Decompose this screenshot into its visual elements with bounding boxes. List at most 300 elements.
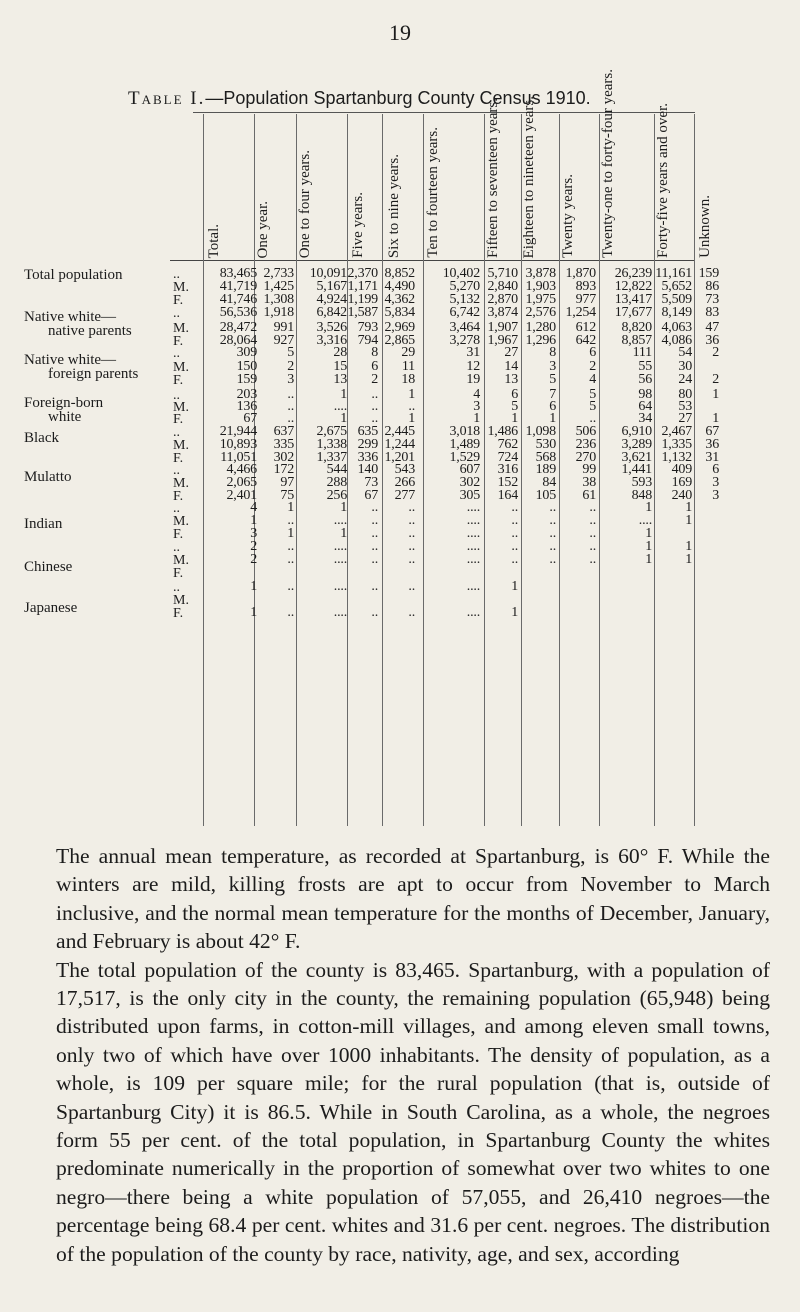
table-cell: 3 [712, 488, 719, 503]
page-number: 19 [389, 20, 411, 45]
table-label: Table I. [128, 88, 206, 109]
table-cell: .... [466, 513, 480, 528]
table-cell: 7 [549, 387, 556, 402]
table-cell: 21,944 [219, 424, 257, 439]
table-cell: .. [408, 605, 415, 620]
table-cell: 3,289 [621, 437, 652, 452]
table-cell: .. [549, 513, 556, 528]
sex-label: F. [173, 293, 184, 308]
table-cell: 2,065 [226, 475, 257, 490]
table-cell: 5 [589, 387, 596, 402]
table-cell: 6,910 [621, 424, 652, 439]
table-cell: 140 [357, 462, 378, 477]
paragraph-climate: The annual mean temperature, as recorded at Spartanburg, is 60° F. While the winters are mild, killing frosts are apt to occur from November to March inclusive, and the normal mean temperature for the months of December, January, and February is about 42° F. [56, 844, 770, 954]
sex-label: F. [173, 373, 184, 388]
table-cell: .. [371, 399, 378, 414]
table-cell: 1 [511, 579, 518, 594]
table-cell: 1,296 [525, 333, 556, 348]
row-group-label: Native white— [24, 352, 117, 368]
table-top-rule [193, 112, 695, 113]
table-cell: 612 [575, 320, 596, 335]
sex-label: .. [173, 425, 180, 440]
table-cell: 1,308 [263, 292, 294, 307]
table-cell: 2,401 [226, 488, 257, 503]
column-header: Six to nine years. [386, 153, 402, 258]
table-cell: 6 [371, 359, 378, 374]
table-cell: 203 [236, 387, 257, 402]
sex-label: .. [173, 306, 180, 321]
table-cell: 8,820 [621, 320, 652, 335]
sex-label: F. [173, 451, 184, 466]
table-cell: .. [371, 387, 378, 402]
table-cell: .. [589, 539, 596, 554]
table-cell: 67 [364, 488, 378, 503]
table-cell: 2 [287, 359, 294, 374]
sex-label: .. [173, 267, 180, 282]
table-cell: 2,969 [384, 320, 415, 335]
table-cell: 54 [678, 345, 692, 360]
sex-label: .. [173, 346, 180, 361]
row-group-label: Indian [24, 516, 63, 532]
table-cell: .. [549, 552, 556, 567]
table-cell: .. [287, 605, 294, 620]
column-header: One year. [255, 200, 271, 258]
table-cell: 2 [589, 359, 596, 374]
table-cell: 4,924 [316, 292, 347, 307]
table-cell: .. [589, 411, 596, 426]
table-cell: 1 [645, 526, 652, 541]
table-cell: 927 [273, 333, 294, 348]
table-cell: 762 [497, 437, 518, 452]
table-cell: 13 [333, 372, 347, 387]
table-cell: 86 [705, 279, 719, 294]
row-group-label: Foreign-born [24, 395, 104, 411]
column-header: Ten to fourteen years. [425, 127, 441, 258]
table-cell: 6 [511, 387, 518, 402]
table-row [0, 540, 800, 554]
table-cell: 3 [473, 399, 480, 414]
table-cell: .. [287, 513, 294, 528]
paragraph-population: The total population of the county is 83,465. Spartanburg, with a population of 17,517, is the only city in the county, the remaining population (65,948) being distributed upon farms, in cotton-mill villages, and among eleven small towns, only two of which have over 1000 inhabitants. The density of population, as a whole, is 109 per square mile; for the rural population (that is, outside of Spartanburg City) it is 86.5. While in South Carolina, as a whole, the negroes form 55 per cent. of the total population, in Spartanburg County the whites predominate numerically in the proportion of somewhat over two whites to one negro—there being a white population of 57,055, and 26,410 negroes—the percentage being 68.4 per cent. whites and 31.6 per cent. negroes. The distribution of the population of the county by race, nativity, age, and sex, according [56, 957, 770, 1266]
table-cell: 409 [671, 462, 692, 477]
table-cell: 3,878 [525, 266, 556, 281]
table-cell: 10,402 [442, 266, 480, 281]
table-cell: 29 [401, 345, 415, 360]
table-cell: 84 [542, 475, 556, 490]
table-cell: 6 [712, 462, 719, 477]
table-cell: 98 [638, 387, 652, 402]
sex-label: .. [173, 580, 180, 595]
row-group-label: Total population [24, 267, 123, 283]
table-cell: .. [511, 513, 518, 528]
table-cell: 335 [273, 437, 294, 452]
sex-label: .. [173, 540, 180, 555]
table-cell: 12,822 [614, 279, 652, 294]
table-cell: 1,425 [263, 279, 294, 294]
table-cell: 28,472 [219, 320, 257, 335]
sex-label: .. [173, 388, 180, 403]
table-cell: 1 [250, 513, 257, 528]
table-cell: .. [511, 526, 518, 541]
table-cell: 236 [575, 437, 596, 452]
table-row [0, 527, 800, 541]
table-row [0, 373, 800, 387]
table-cell: .. [287, 411, 294, 426]
table-cell: 1,335 [661, 437, 692, 452]
table-cell: 19 [466, 372, 480, 387]
table-cell: 5 [511, 399, 518, 414]
table-cell: 83,465 [219, 266, 257, 281]
table-row [0, 501, 800, 515]
table-cell: 3,874 [487, 305, 518, 320]
table-cell: 99 [582, 462, 596, 477]
table-cell: 8,149 [661, 305, 692, 320]
table-cell: 1 [287, 526, 294, 541]
table-cell: 3 [250, 526, 257, 541]
table-row [0, 346, 800, 360]
table-cell: 1 [549, 411, 556, 426]
table-cell: 172 [273, 462, 294, 477]
table-cell: 13 [504, 372, 518, 387]
table-cell: 3,464 [449, 320, 480, 335]
table-cell: 14 [504, 359, 518, 374]
table-cell: 3 [287, 372, 294, 387]
table-cell: 1 [712, 387, 719, 402]
table-cell: 1 [250, 579, 257, 594]
table-cell: 277 [394, 488, 415, 503]
table-cell: 4,063 [661, 320, 692, 335]
table-cell: 15 [333, 359, 347, 374]
table-cell: 2,733 [263, 266, 294, 281]
sex-label: F. [173, 489, 184, 504]
table-cell: 1,199 [347, 292, 378, 307]
table-cell: 1,587 [347, 305, 378, 320]
table-cell: 1 [340, 411, 347, 426]
table-cell: 4 [250, 500, 257, 515]
table-cell: 30 [678, 359, 692, 374]
row-group-label: Black [24, 430, 59, 446]
table-cell: 97 [280, 475, 294, 490]
table-cell: 2,370 [347, 266, 378, 281]
table-cell: 164 [497, 488, 518, 503]
table-cell: 8 [549, 345, 556, 360]
table-cell: .. [371, 579, 378, 594]
table-cell: 5 [549, 372, 556, 387]
table-cell: 1,967 [487, 333, 518, 348]
table-cell: 18 [401, 372, 415, 387]
table-cell: 4,086 [661, 333, 692, 348]
column-header: Fifteen to seventeen years. [485, 98, 501, 258]
table-cell: 6,742 [449, 305, 480, 320]
table-cell: 28 [333, 345, 347, 360]
table-cell: .. [371, 605, 378, 620]
table-cell: 8 [371, 345, 378, 360]
table-cell: 1 [685, 539, 692, 554]
table-cell: 159 [236, 372, 257, 387]
table-cell: .... [466, 552, 480, 567]
table-cell: 1,903 [525, 279, 556, 294]
table-cell: .... [333, 552, 347, 567]
table-cell: 73 [364, 475, 378, 490]
table-cell: .. [408, 579, 415, 594]
table-cell: 2 [712, 345, 719, 360]
table-cell: .. [287, 579, 294, 594]
table-cell: 240 [671, 488, 692, 503]
table-cell: 530 [535, 437, 556, 452]
table-cell: 1 [408, 411, 415, 426]
sex-label: F. [173, 334, 184, 349]
table-cell: 2,870 [487, 292, 518, 307]
table-cell: 3,018 [449, 424, 480, 439]
table-cell: .... [333, 513, 347, 528]
table-cell: 1 [473, 411, 480, 426]
table-cell: 5,270 [449, 279, 480, 294]
table-cell: .. [589, 552, 596, 567]
table-cell: 3,278 [449, 333, 480, 348]
table-cell: 169 [671, 475, 692, 490]
table-cell: 61 [582, 488, 596, 503]
table-cell: 1 [408, 387, 415, 402]
table-cell: .. [287, 387, 294, 402]
table-cell: 1 [685, 500, 692, 515]
table-cell: 83 [705, 305, 719, 320]
table-row [0, 306, 800, 320]
column-header: Twenty-one to forty-four years. [600, 69, 616, 258]
table-cell: 5,132 [449, 292, 480, 307]
table-cell: .. [371, 411, 378, 426]
table-cell: 1 [712, 411, 719, 426]
column-header: Total. [206, 223, 222, 258]
table-cell: 893 [575, 279, 596, 294]
table-cell: .... [466, 500, 480, 515]
table-row [0, 606, 800, 620]
table-cell: 1 [340, 500, 347, 515]
table-cell: 34 [638, 411, 652, 426]
table-cell: 11,051 [220, 450, 257, 465]
table-cell: 506 [575, 424, 596, 439]
table-cell: 152 [497, 475, 518, 490]
table-cell: .... [333, 579, 347, 594]
table-cell: .. [549, 526, 556, 541]
table-cell: 1 [511, 605, 518, 620]
table-cell: 150 [236, 359, 257, 374]
table-cell: 41,746 [219, 292, 257, 307]
table-cell: 53 [678, 399, 692, 414]
table-cell: .. [408, 552, 415, 567]
table-row [0, 566, 800, 580]
table-cell: 309 [236, 345, 257, 360]
table-cell: 1 [645, 500, 652, 515]
table-cell: 1 [645, 552, 652, 567]
table-cell: 1 [685, 513, 692, 528]
table-cell: .... [466, 605, 480, 620]
table-cell: 2 [712, 372, 719, 387]
table-cell: 288 [326, 475, 347, 490]
table-cell: 47 [705, 320, 719, 335]
table-cell: 1,201 [384, 450, 415, 465]
row-group-label: Chinese [24, 559, 73, 575]
table-cell: 5 [589, 399, 596, 414]
table-cell: 17,677 [614, 305, 652, 320]
table-cell: 256 [326, 488, 347, 503]
table-cell: 302 [459, 475, 480, 490]
table-cell: 1,975 [525, 292, 556, 307]
table-cell: 27 [504, 345, 518, 360]
table-cell: 1 [645, 539, 652, 554]
table-cell: .. [408, 526, 415, 541]
table-cell: 637 [273, 424, 294, 439]
table-cell: 302 [273, 450, 294, 465]
table-cell: 56 [638, 372, 652, 387]
table-cell: 1,171 [347, 279, 378, 294]
table-cell: 75 [280, 488, 294, 503]
table-cell: .. [371, 500, 378, 515]
table-cell: .... [466, 526, 480, 541]
table-cell: 11,161 [655, 266, 692, 281]
table-cell: .. [371, 539, 378, 554]
sex-label: .. [173, 501, 180, 516]
sex-label: F. [173, 566, 184, 581]
table-row [0, 514, 800, 528]
table-cell: 189 [535, 462, 556, 477]
table-cell: 1 [685, 552, 692, 567]
table-cell: 2,576 [525, 305, 556, 320]
table-cell: 1,870 [565, 266, 596, 281]
sex-label: M. [173, 476, 189, 491]
row-group-sublabel: foreign parents [48, 366, 139, 382]
table-cell: 1,489 [449, 437, 480, 452]
table-cell: 1,907 [487, 320, 518, 335]
table-cell: .. [589, 526, 596, 541]
table-cell: 8,852 [384, 266, 415, 281]
table-cell: 568 [535, 450, 556, 465]
table-cell: 1,337 [316, 450, 347, 465]
table-cell: 1,441 [621, 462, 652, 477]
table-cell: 305 [459, 488, 480, 503]
sex-label: M. [173, 280, 189, 295]
table-cell: .... [466, 539, 480, 554]
table-cell: 607 [459, 462, 480, 477]
table-cell: 3,526 [316, 320, 347, 335]
table-cell: 159 [698, 266, 719, 281]
table-cell: 80 [678, 387, 692, 402]
table-cell: .... [638, 513, 652, 528]
table-cell: 6 [549, 399, 556, 414]
table-cell: 27 [678, 411, 692, 426]
table-cell: 38 [582, 475, 596, 490]
table-cell: 1,132 [661, 450, 692, 465]
table-cell: 36 [705, 437, 719, 452]
table-header-rule [170, 260, 695, 261]
table-cell: 3 [549, 359, 556, 374]
table-cell: 316 [497, 462, 518, 477]
column-header: One to four years. [297, 149, 313, 258]
table-cell: 10,893 [219, 437, 257, 452]
table-cell: .. [549, 500, 556, 515]
table-cell: 6,842 [316, 305, 347, 320]
body-text [56, 842, 770, 1268]
column-header: Eighteen to nineteen years. [521, 95, 537, 258]
table-cell: .. [511, 552, 518, 567]
table-cell: .. [408, 513, 415, 528]
table-cell: 635 [357, 424, 378, 439]
table-cell: 4,362 [384, 292, 415, 307]
table-cell: 2 [250, 539, 257, 554]
row-group-sublabel: native parents [48, 323, 132, 339]
table-cell: .. [287, 552, 294, 567]
table-cell: 1 [340, 526, 347, 541]
table-cell: 1,486 [487, 424, 518, 439]
table-cell: .. [287, 539, 294, 554]
table-cell: .. [371, 526, 378, 541]
table-cell: 2,840 [487, 279, 518, 294]
table-cell: .. [589, 500, 596, 515]
sex-label: F. [173, 412, 184, 427]
table-cell: 1,529 [449, 450, 480, 465]
table-cell: 55 [638, 359, 652, 374]
table-cell: 105 [535, 488, 556, 503]
table-cell: .. [371, 552, 378, 567]
table-title: —Population Spartanburg County Census 1910. [205, 88, 591, 108]
table-row [0, 553, 800, 567]
table-cell: 41,719 [219, 279, 257, 294]
table-cell: .. [589, 513, 596, 528]
table-cell: 724 [497, 450, 518, 465]
table-cell: 1,280 [525, 320, 556, 335]
table-cell: 544 [326, 462, 347, 477]
table-cell: 1 [250, 605, 257, 620]
table-cell: .... [333, 539, 347, 554]
column-header: Forty-five years and over. [655, 103, 671, 258]
table-cell: 593 [631, 475, 652, 490]
table-cell: 1,244 [384, 437, 415, 452]
row-group-sublabel: white [48, 409, 82, 425]
table-cell: 12 [466, 359, 480, 374]
table-cell: 31 [705, 450, 719, 465]
table-cell: 4 [589, 372, 596, 387]
table-cell: 1 [287, 500, 294, 515]
table-cell: 2,445 [384, 424, 415, 439]
table-cell: 6 [589, 345, 596, 360]
table-cell: 28,064 [219, 333, 257, 348]
table-cell: 1,098 [525, 424, 556, 439]
table-cell: 2 [371, 372, 378, 387]
table-cell: 24 [678, 372, 692, 387]
table-cell: 1,254 [565, 305, 596, 320]
table-cell: .. [408, 500, 415, 515]
column-header: Twenty years. [560, 174, 576, 258]
table-cell: 642 [575, 333, 596, 348]
sex-label: M. [173, 553, 189, 568]
table-cell: 4,490 [384, 279, 415, 294]
table-cell: 2,675 [316, 424, 347, 439]
table-cell: 1 [511, 411, 518, 426]
table-cell: .. [511, 539, 518, 554]
table-cell: 2,467 [661, 424, 692, 439]
table-cell: .. [511, 500, 518, 515]
sex-label: F. [173, 527, 184, 542]
row-group-label: Native white— [24, 309, 117, 325]
table-cell: 67 [243, 411, 257, 426]
sex-label: .. [173, 463, 180, 478]
column-header: Unknown. [697, 195, 713, 258]
table-cell: 11 [401, 359, 415, 374]
table-row [0, 580, 800, 594]
table-cell: 73 [705, 292, 719, 307]
table-cell: 31 [466, 345, 480, 360]
table-cell: 10,091 [309, 266, 347, 281]
table-cell: .. [371, 513, 378, 528]
